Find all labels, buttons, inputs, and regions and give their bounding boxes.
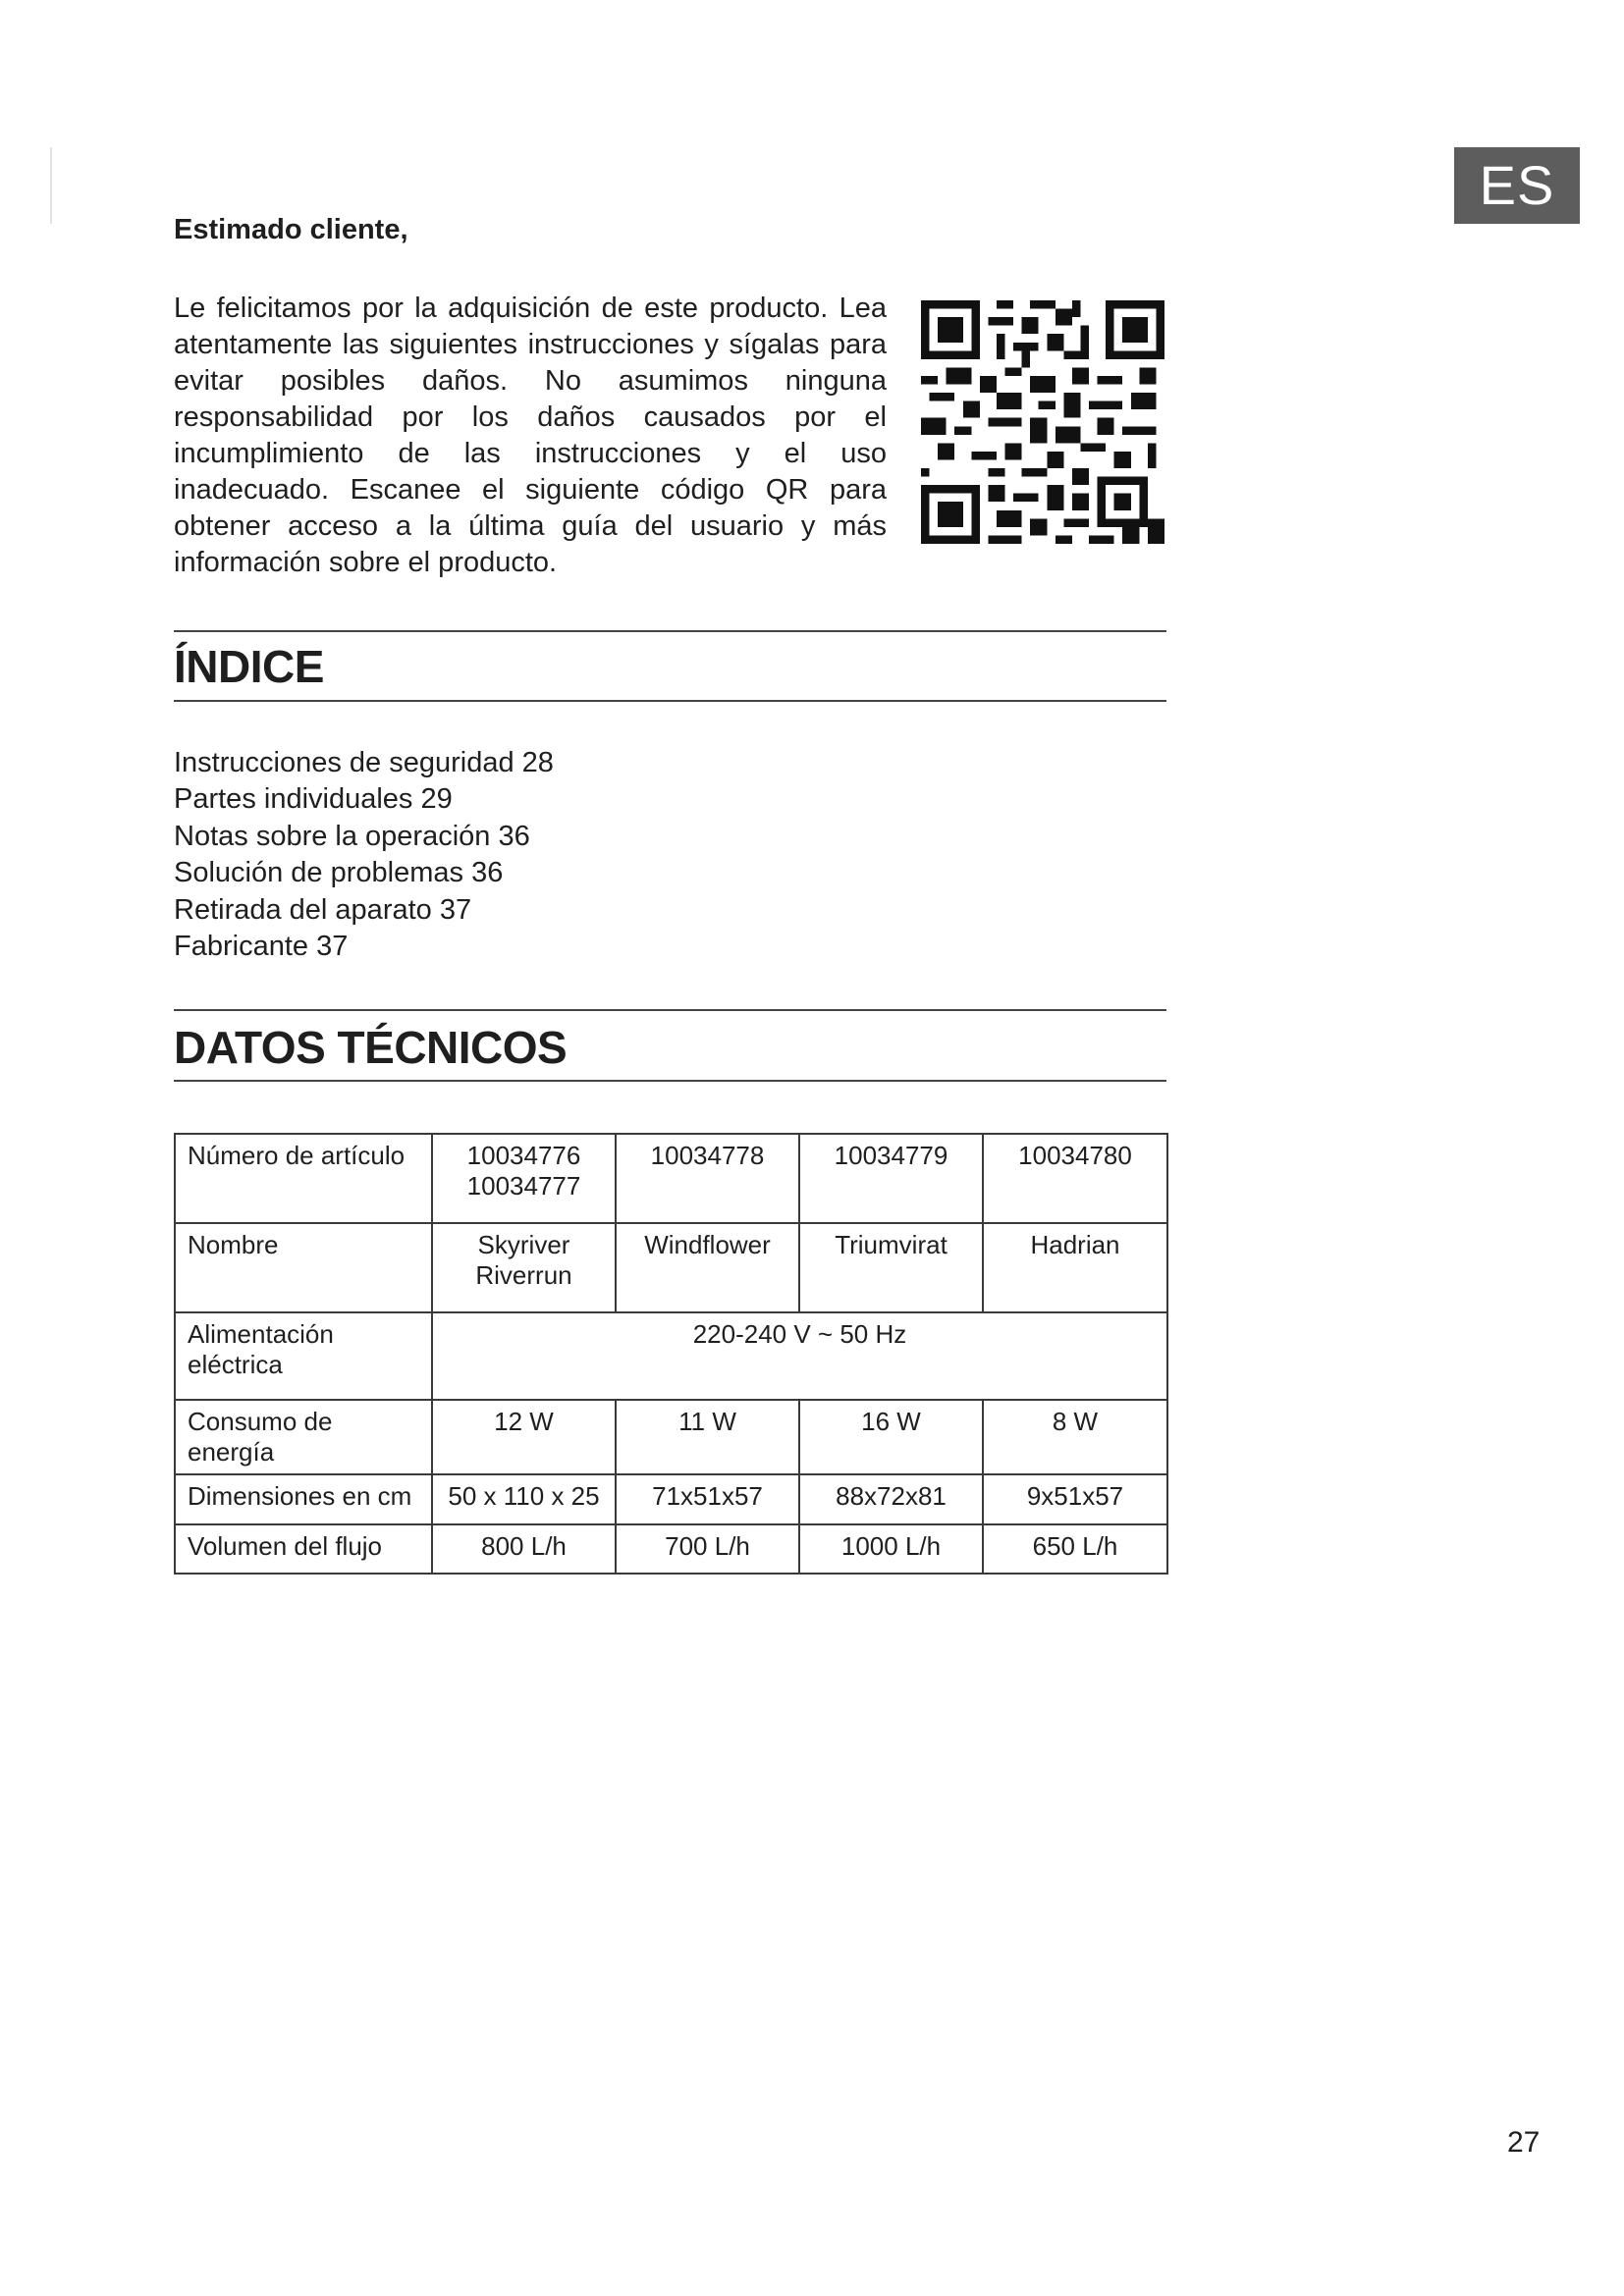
- tech-top-rule: [174, 1009, 1166, 1011]
- toc-item: Fabricante 37: [174, 931, 349, 963]
- intro-paragraph: Le felicitamos por la adquisición de este producto. Lea atentamente las siguientes instrucciones y sígalas para evitar posibles daños. No asumimos ninguna responsabilidad por los daños causados por el incumplimiento de las instrucciones y el uso inadecuado. Escanee el siguiente código QR para obtener acceso a la última guía del usuario y más información sobre el producto.: [174, 293, 887, 578]
- table-cell: 16 W: [799, 1400, 983, 1474]
- row-label: Consumo de energía: [175, 1400, 432, 1474]
- table-cell: 1000 L/h: [799, 1524, 983, 1574]
- table-cell: Hadrian: [983, 1223, 1167, 1312]
- table-cell: Skyriver Riverrun: [432, 1223, 616, 1312]
- table-cell: 10034779: [799, 1134, 983, 1223]
- table-cell: 50 x 110 x 25: [432, 1474, 616, 1524]
- margin-line: [50, 147, 52, 224]
- toc-item: Instrucciones de seguridad 28: [174, 747, 554, 778]
- table-row: [175, 1524, 1167, 1574]
- table-cell: 8 W: [983, 1400, 1167, 1474]
- technical-data-table: [174, 1133, 1168, 1575]
- table-row: [175, 1400, 1167, 1474]
- index-top-rule: [174, 630, 1166, 632]
- table-cell: 800 L/h: [432, 1524, 616, 1574]
- row-label: Número de artículo: [175, 1134, 432, 1223]
- table-cell: 700 L/h: [616, 1524, 799, 1574]
- row-label: Nombre: [175, 1223, 432, 1312]
- toc-item: Retirada del aparato 37: [174, 893, 472, 926]
- table-cell: 650 L/h: [983, 1524, 1167, 1574]
- language-tab: ES: [1454, 147, 1580, 224]
- row-label: Dimensiones en cm: [175, 1474, 432, 1524]
- table-cell: Triumvirat: [799, 1223, 983, 1312]
- table-cell: 9x51x57: [983, 1474, 1167, 1524]
- table-row: [175, 1134, 1167, 1223]
- table-cell: 10034778: [616, 1134, 799, 1223]
- table-cell: 71x51x57: [616, 1474, 799, 1524]
- table-of-contents: [174, 745, 554, 965]
- row-label: Alimentación eléctrica: [175, 1312, 432, 1400]
- table-cell-merged: 220-240 V ~ 50 Hz: [432, 1312, 1167, 1400]
- qr-code-icon: [921, 300, 1164, 544]
- page-number: 27: [1507, 2126, 1541, 2159]
- table-row: [175, 1474, 1167, 1524]
- table-cell: 12 W: [432, 1400, 616, 1474]
- table-cell: 11 W: [616, 1400, 799, 1474]
- tech-bottom-rule: [174, 1080, 1166, 1082]
- toc-item: Solución de problemas 36: [174, 857, 504, 889]
- table-row: [175, 1223, 1167, 1312]
- table-row: [175, 1312, 1167, 1400]
- table-cell: 88x72x81: [799, 1474, 983, 1524]
- toc-item: Notas sobre la operación 36: [174, 820, 530, 852]
- table-cell: Windflower: [616, 1223, 799, 1312]
- toc-item: Partes individuales 29: [174, 783, 453, 816]
- table-cell: 10034776 10034777: [432, 1134, 616, 1223]
- greeting: Estimado cliente,: [174, 214, 408, 245]
- index-bottom-rule: [174, 700, 1166, 702]
- row-label: Volumen del flujo: [175, 1524, 432, 1574]
- table-cell: 10034780: [983, 1134, 1167, 1223]
- tech-title: DATOS TÉCNICOS: [174, 1022, 568, 1073]
- index-title: ÍNDICE: [174, 641, 324, 692]
